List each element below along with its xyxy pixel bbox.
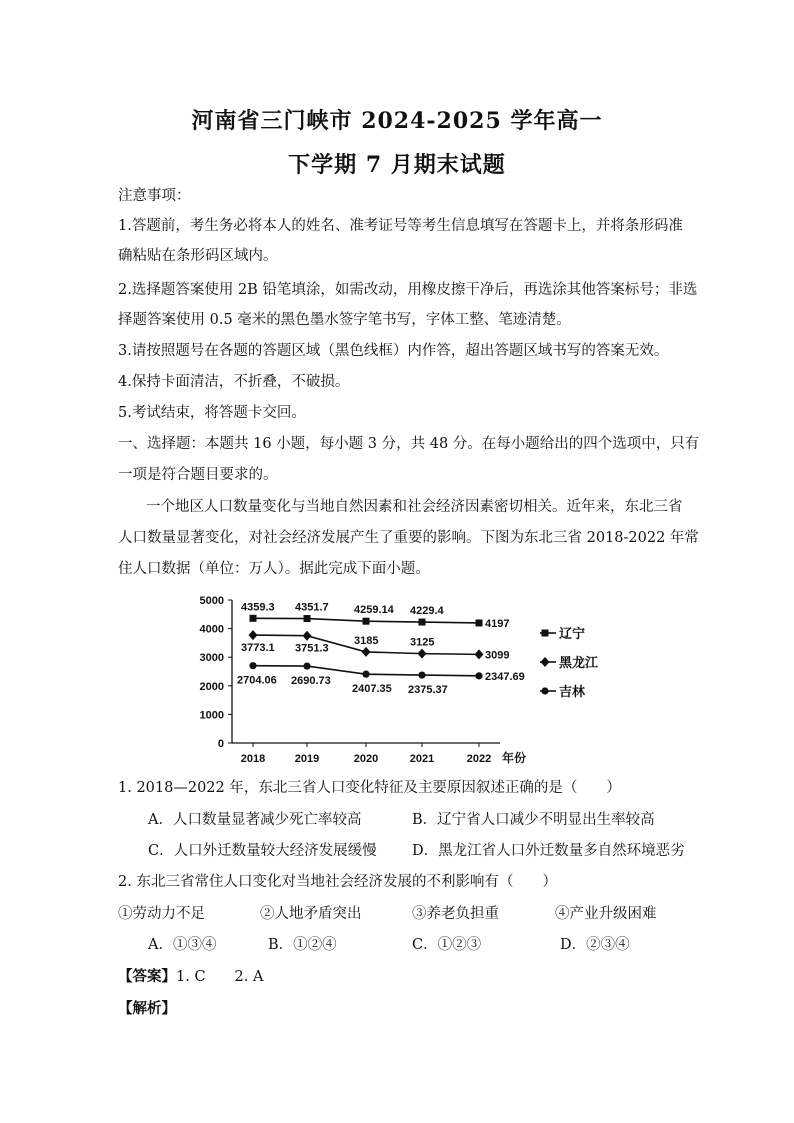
notice-line-5: 3.请按照题号在各题的答题区域（黑色线框）内作答，超出答题区域书写的答案无效。 xyxy=(118,343,669,359)
q2-item-4: ④产业升级困难 xyxy=(555,906,657,922)
q1-option-b[interactable]: B．辽宁省人口减少不明显出生率较高 xyxy=(412,812,655,828)
page-title-line1: 河南省三门峡市 2024-2025 学年高一 xyxy=(191,108,603,134)
legend-marker-square xyxy=(542,630,549,637)
data-label: 4197 xyxy=(485,617,510,630)
x-tick-label: 2018 xyxy=(240,753,266,765)
data-label: 4351.7 xyxy=(295,601,329,614)
x-tick-label: 2020 xyxy=(353,753,379,765)
point-marker-square xyxy=(304,615,311,622)
y-tick-label: 0 xyxy=(217,738,224,750)
point-marker-square xyxy=(476,619,483,626)
notice-line-4: 择题答案使用 0.5 毫米的黑色墨水签字笔书写，字体工整、笔迹清楚。 xyxy=(118,312,571,328)
q1-stem: 1. 2018—2022 年，东北三省人口变化特征及主要原因叙述正确的是（ ） xyxy=(118,780,621,796)
data-label: 3099 xyxy=(485,649,510,662)
notice-line-6: 4.保持卡面清洁，不折叠，不破损。 xyxy=(118,374,350,390)
data-label: 2347.69 xyxy=(485,670,525,683)
data-label: 3185 xyxy=(354,634,379,647)
legend-marker-circle xyxy=(541,687,548,694)
notice-line-3: 2.选择题答案使用 2B 铅笔填涂，如需改动，用橡皮擦干净后，再选涂其他答案标号；非选 xyxy=(118,282,698,298)
y-tick-label: 5000 xyxy=(199,595,224,607)
notice-heading: 注意事项： xyxy=(118,188,191,204)
notice-line-1: 1.答题前，考生务必将本人的姓名、准考证号等考生信息填写在答题卡上，并将条形码准 xyxy=(118,218,683,234)
data-label: 2704.06 xyxy=(237,674,277,687)
x-axis-label: 年份 xyxy=(502,751,527,765)
point-marker-square xyxy=(363,618,370,625)
point-marker-diamond xyxy=(475,649,484,659)
y-tick-label: 3000 xyxy=(199,652,224,665)
point-marker-square xyxy=(419,619,426,626)
point-marker-circle xyxy=(362,671,369,678)
point-marker-square xyxy=(250,615,257,622)
section-heading-line-1: 一、选择题：本题共 16 小题，每小题 3 分，共 48 分。在每小题给出的四个选项中，只有 xyxy=(118,436,700,452)
data-label: 2375.37 xyxy=(408,684,448,697)
point-marker-circle xyxy=(303,662,310,669)
data-label: 4229.4 xyxy=(410,605,444,618)
passage-line-1: 一个地区人口数量变化与当地自然因素和社会经济因素密切相关。近年来，东北三省 xyxy=(146,499,683,515)
answer-label: 【答案】 xyxy=(118,968,176,985)
data-label: 2690.73 xyxy=(291,675,331,688)
x-tick-label: 2022 xyxy=(466,753,492,765)
data-label: 3125 xyxy=(410,636,435,649)
legend-label: 黑龙江 xyxy=(559,655,599,670)
legend-label: 吉林 xyxy=(559,684,586,699)
data-label: 3751.3 xyxy=(295,642,329,655)
x-tick-label: 2019 xyxy=(294,753,320,765)
q1-option-d[interactable]: D．黑龙江省人口外迁数量多自然环境恶劣 xyxy=(412,843,685,859)
x-tick-label: 2021 xyxy=(409,753,435,765)
q2-option-c[interactable]: C．①②③ xyxy=(412,937,482,953)
answer-text: 1. C 2. A xyxy=(176,969,264,985)
notice-line-2: 确粘贴在条形码区域内。 xyxy=(118,248,278,264)
legend-label: 辽宁 xyxy=(559,626,586,641)
q1-option-a[interactable]: A．人口数量显著减少死亡率较高 xyxy=(148,812,362,828)
q2-stem: 2. 东北三省常住人口变化对当地社会经济发展的不利影响有（ ） xyxy=(118,874,557,890)
data-label: 3773.1 xyxy=(241,642,275,655)
point-marker-diamond xyxy=(418,649,427,659)
answer-line xyxy=(118,967,263,987)
y-tick-label: 4000 xyxy=(199,623,224,636)
q2-item-1: ①劳动力不足 xyxy=(118,906,205,922)
point-marker-circle xyxy=(249,662,256,669)
point-marker-circle xyxy=(475,672,482,679)
y-tick-label: 2000 xyxy=(199,680,224,693)
passage-line-3: 住人口数据（单位：万人）。据此完成下面小题。 xyxy=(118,561,430,577)
notice-line-7: 5.考试结束，将答题卡交回。 xyxy=(118,405,306,421)
q2-item-3: ③养老负担重 xyxy=(412,906,499,922)
legend-marker-diamond xyxy=(541,657,550,667)
q1-option-c[interactable]: C．人口外迁数量较大经济发展缓慢 xyxy=(148,843,377,859)
data-label: 4359.3 xyxy=(241,601,275,614)
page-title-line2: 下学期 7 月期末试题 xyxy=(288,152,506,178)
population-line-chart xyxy=(190,588,620,768)
q2-option-a[interactable]: A．①③④ xyxy=(148,937,217,953)
section-heading-line-2: 一项是符合题目要求的。 xyxy=(118,467,278,483)
q2-item-2: ②人地矛盾突出 xyxy=(260,906,362,922)
point-marker-circle xyxy=(418,671,425,678)
y-tick-label: 1000 xyxy=(199,709,224,722)
q2-option-b[interactable]: B．①②④ xyxy=(268,937,337,953)
data-label: 2407.35 xyxy=(352,683,392,696)
q2-option-d[interactable]: D．②③④ xyxy=(560,937,630,953)
data-label: 4259.14 xyxy=(354,604,394,617)
analysis-label: 【解析】 xyxy=(118,1000,176,1017)
point-marker-diamond xyxy=(362,647,371,657)
point-marker-diamond xyxy=(249,630,258,640)
passage-line-2: 人口数量显著变化，对社会经济发展产生了重要的影响。下图为东北三省 2018-2022 年常 xyxy=(118,530,699,546)
point-marker-diamond xyxy=(303,631,312,641)
